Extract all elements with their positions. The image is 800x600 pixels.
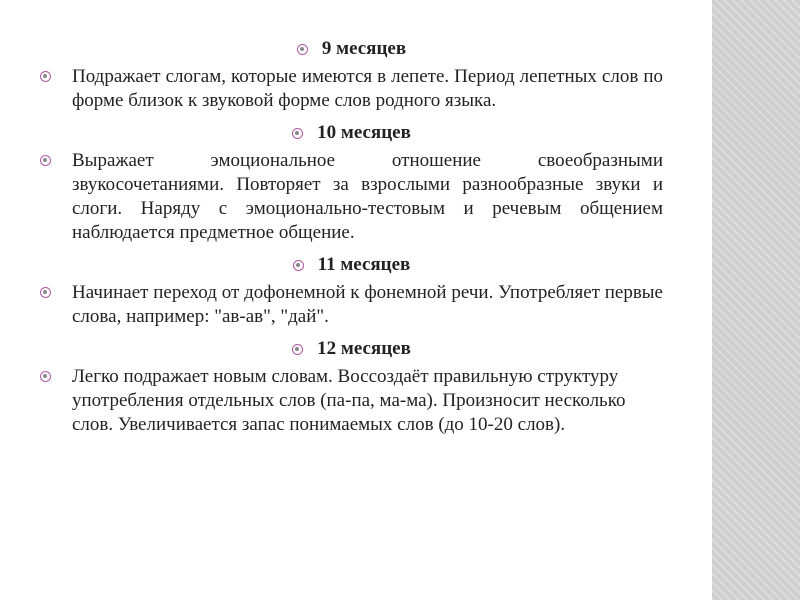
heading-text: 12 месяцев [317,338,411,359]
paragraph-10-months [40,149,663,245]
paragraph-text: Легко подражает новым словам. Воссоздаёт правильную структуру употребления отдельных слов (па-па, ма-ма). Произносит несколько слов. Увеличивается запас понимаемых слов (до 10-20 слов). [72,366,626,435]
heading-11-months [40,253,663,277]
slide-content [40,37,663,445]
circle-bullet-icon [292,128,303,139]
paragraph-9-months [40,65,663,113]
decorative-side-band [712,0,800,600]
paragraph-12-months [40,365,663,437]
heading-text: 9 месяцев [321,38,407,59]
paragraph-11-months [40,281,663,329]
paragraph-text: Начинает переход от дофонемной к фонемной речи. Употребляет первые слова, например: "ав-ав", "дай". [72,282,663,327]
heading-text: 10 месяцев [317,122,411,143]
heading-9-months [40,37,663,61]
heading-text: 11 месяцев [317,254,411,275]
heading-12-months [40,337,663,361]
circle-bullet-icon [40,371,51,382]
paragraph-text: Выражает эмоциональное отношение своеобразными звукосочетаниями. Повторяет за взрослыми разнообразные звуки и слоги. Наряду с эмоционально-тестовым и речевым общением наблюдается предметное общение. [72,150,663,243]
circle-bullet-icon [292,344,303,355]
circle-bullet-icon [293,260,304,271]
circle-bullet-icon [40,287,51,298]
heading-10-months [40,121,663,145]
circle-bullet-icon [297,44,308,55]
paragraph-text: Подражает слогам, которые имеются в лепете. Период лепетных слов по форме близок к звуковой форме слов родного языка. [72,66,663,111]
circle-bullet-icon [40,71,51,82]
circle-bullet-icon [40,155,51,166]
